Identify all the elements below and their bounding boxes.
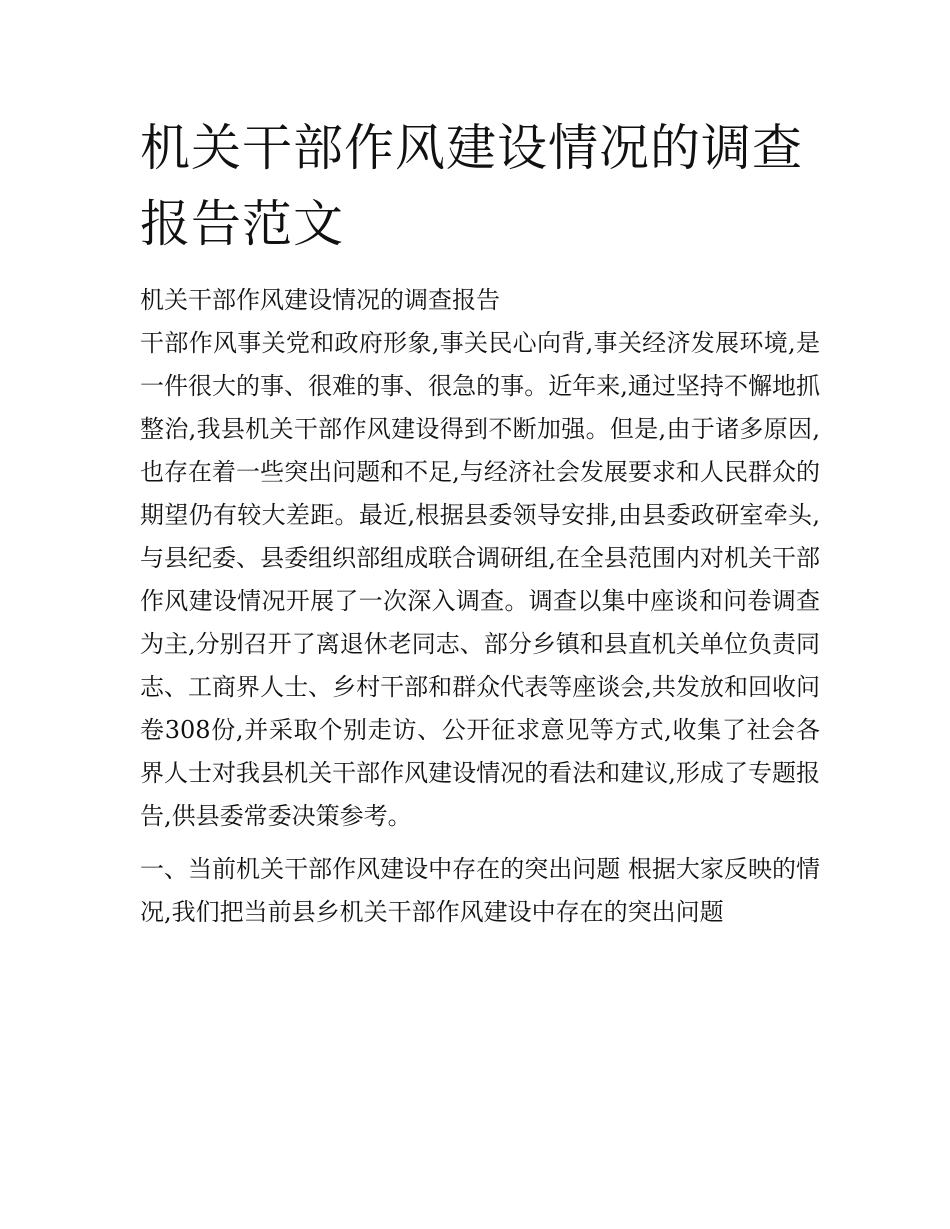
document-subtitle: 机关干部作风建设情况的调查报告 [140,286,500,314]
document-title: 机关干部作风建设情况的调查报告范文 [140,119,803,253]
body-paragraph-intro: 干部作风事关党和政府形象,事关民心向背,事关经济发展环境,是一件很大的事、很难的事、很急的事。近年来,通过坚持不懈地抓整治,我县机关干部作风建设得到不断加强。但是,由于诸多原因,也存在着一些突出问题和不足,与经济社会发展要求和人民群众的期望仍有较大差距。最近,根据县委领导安排,由县委政研室牵头,与县纪委、县委组织部组成联合调研组,在全县范围内对机关干部作风建设情况开展了一次深入调查。调查以集中座谈和问卷调查为主,分别召开了离退休老同志、部分乡镇和县直机关单位负责同志、工商界人士、乡村干部和群众代表等座谈会,共发放和回收问卷308份,并采取个别走访、公开征求意见等方式,收集了社会各界人士对我县机关干部作风建设情况的看法和建议,形成了专题报告,供县委常委决策参考。 [140,329,820,830]
body-paragraph-section-one: 一、当前机关干部作风建设中存在的突出问题 根据大家反映的情况,我们把当前县乡机关干部作风建设中存在的突出问题 [140,855,820,926]
document-page [140,110,820,934]
